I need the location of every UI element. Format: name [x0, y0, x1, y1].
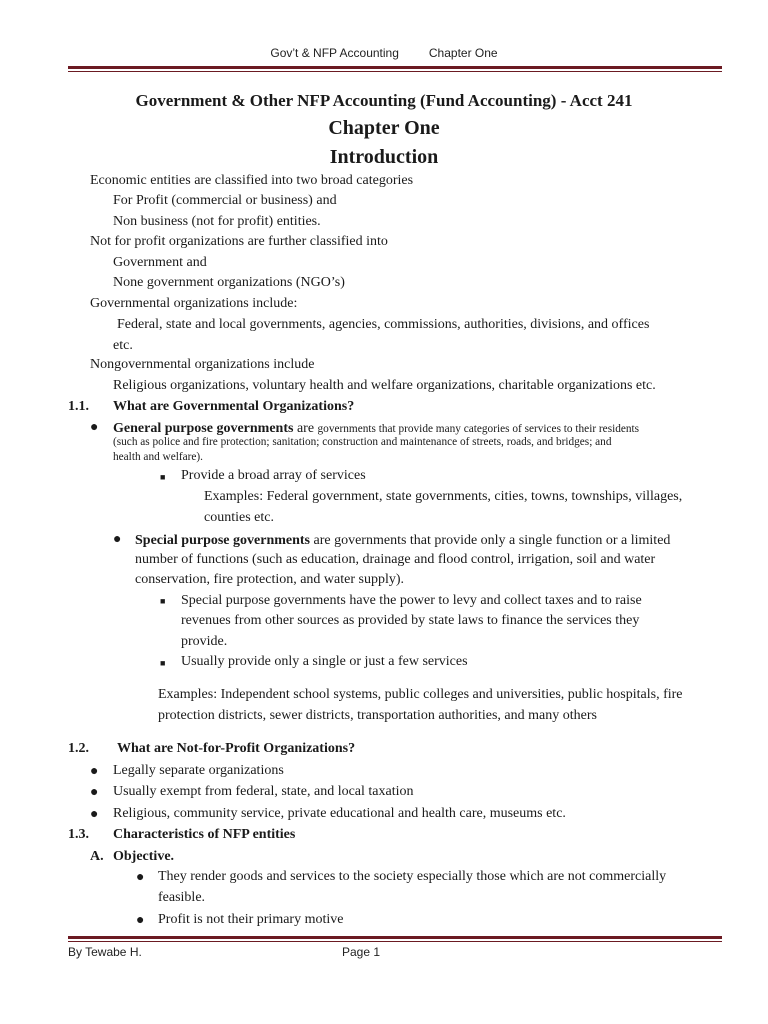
- text-fragment: are governments that provide only a single function or a limited: [310, 533, 671, 548]
- sub-bullet-text: Usually provide only a single or just a few services: [181, 654, 468, 669]
- chapter-title: Chapter One: [328, 117, 440, 139]
- list-item: Legally separate organizations: [113, 763, 284, 778]
- intro-line: Nongovernmental organizations include: [90, 357, 315, 372]
- intro-line: For Profit (commercial or business) and: [113, 193, 337, 208]
- header-chapter: Chapter One: [428, 46, 498, 60]
- paragraph-line: conservation, fire protection, and water supply).: [135, 572, 405, 587]
- section-heading: Characteristics of NFP entities: [113, 827, 296, 842]
- subsection-heading: Objective.: [113, 849, 175, 864]
- sub-bullet-text: provide.: [181, 634, 228, 649]
- section-number: 1.1.: [68, 399, 89, 414]
- intro-line: Governmental organizations include:: [90, 296, 298, 311]
- footer-page-number: Page 1: [342, 945, 381, 959]
- document-title: Government & Other NFP Accounting (Fund Accounting) - Acct 241: [135, 91, 633, 110]
- running-header: [0, 46, 768, 60]
- term-general-purpose: General purpose governments: [113, 421, 294, 436]
- section-number: 1.3.: [68, 827, 89, 842]
- intro-line: Economic entities are classified into two broad categories: [90, 173, 414, 188]
- bullet-dot-icon: ●: [136, 870, 145, 885]
- header-course: Gov’t & NFP Accounting: [270, 46, 399, 60]
- paragraph-line: (such as police and fire protection; sanitation; construction and maintenance of streets, roads, and bridges; and: [113, 436, 612, 448]
- section-heading: What are Not-for-Profit Organizations?: [117, 741, 356, 756]
- general-purpose-line: [113, 419, 639, 437]
- square-bullet-icon: ■: [160, 472, 166, 482]
- subsection-label: A.: [90, 849, 104, 864]
- intro-line: Religious organizations, voluntary health and welfare organizations, charitable organizations etc.: [113, 378, 656, 393]
- sub-bullet-text: Provide a broad array of services: [181, 468, 366, 483]
- intro-line: Federal, state and local governments, agencies, commissions, authorities, divisions, and offices: [117, 317, 650, 332]
- bullet-dot-icon: ●: [136, 913, 145, 928]
- header-rule: [68, 66, 722, 72]
- list-item: Religious, community service, private educational and health care, museums etc.: [113, 806, 566, 821]
- footer-author: By Tewabe H.: [68, 945, 142, 959]
- chapter-subtitle: Introduction: [329, 146, 439, 168]
- list-item: They render goods and services to the society especially those which are not commercially: [158, 869, 667, 884]
- text-fragment: are: [293, 421, 318, 436]
- intro-line: Government and: [113, 255, 207, 270]
- section-heading: What are Governmental Organizations?: [113, 399, 355, 414]
- footer-rule: [68, 936, 722, 942]
- intro-line: Non business (not for profit) entities.: [113, 214, 321, 229]
- intro-line: None government organizations (NGO’s): [113, 275, 345, 290]
- square-bullet-icon: ■: [160, 658, 166, 668]
- intro-line: etc.: [113, 338, 133, 353]
- sub-bullet-text: Special purpose governments have the power to levy and collect taxes and to raise: [181, 593, 642, 608]
- list-item: feasible.: [158, 890, 206, 905]
- bullet-dot-icon: ●: [90, 764, 99, 779]
- sub-bullet-text: revenues from other sources as provided by state laws to finance the services they: [181, 613, 640, 628]
- paragraph-line: health and welfare).: [113, 451, 204, 463]
- examples-line: counties etc.: [204, 510, 274, 525]
- bullet-dot-icon: ●: [90, 420, 99, 435]
- bullet-dot-icon: ●: [90, 807, 99, 822]
- section-number: 1.2.: [68, 741, 89, 756]
- examples-line: protection districts, sewer districts, transportation authorities, and many others: [158, 708, 597, 723]
- term-special-purpose: Special purpose governments: [135, 533, 310, 548]
- square-bullet-icon: ■: [160, 596, 166, 606]
- list-item: Usually exempt from federal, state, and local taxation: [113, 784, 414, 799]
- special-purpose-line: [135, 531, 670, 549]
- bullet-dot-icon: ●: [113, 532, 122, 547]
- bullet-dot-icon: ●: [90, 785, 99, 800]
- intro-line: Not for profit organizations are further classified into: [90, 234, 388, 249]
- list-item: Profit is not their primary motive: [158, 912, 344, 927]
- examples-line: Examples: Independent school systems, public colleges and universities, public hospitals, fire: [158, 687, 683, 702]
- text-fragment: governments that provide many categories of services to their residents: [317, 423, 640, 435]
- paragraph-line: number of functions (such as education, drainage and flood control, irrigation, soil and water: [135, 552, 656, 567]
- examples-line: Examples: Federal government, state governments, cities, towns, townships, villages,: [204, 489, 683, 504]
